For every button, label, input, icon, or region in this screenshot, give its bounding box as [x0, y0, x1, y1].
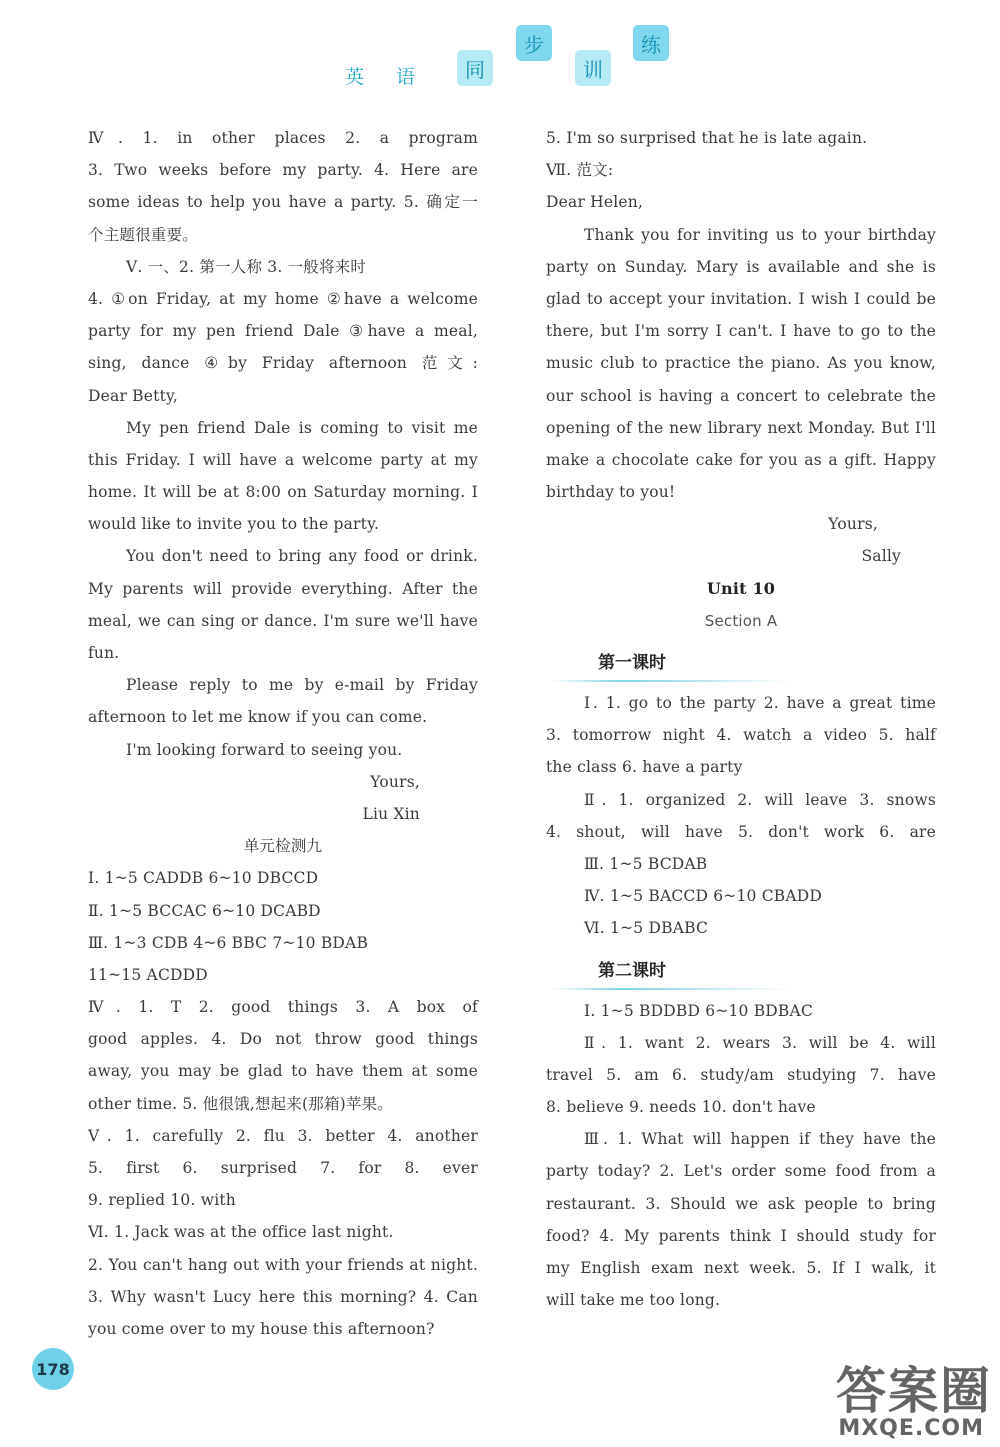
answer-line: Ⅲ. 1~5 BCDAB — [584, 854, 708, 873]
letter-line: home. It will be at 8:00 on Saturday morning. I — [88, 483, 478, 502]
letter-line: opening of the new library next Monday. But I'll — [546, 418, 936, 437]
answer-line: 3. Why wasn't Lucy here this morning? 4. Can — [88, 1287, 478, 1306]
answer-line: Ⅱ. 1~5 BCCAC 6~10 DCABD — [88, 901, 321, 920]
watermark-logo — [772, 1351, 992, 1441]
answer-line: Ⅳ. 1~5 BACCD 6~10 CBADD — [584, 887, 823, 906]
answer-line: food? 4. My parents think I should study for — [546, 1226, 936, 1245]
section-title: 单元检测九 — [243, 837, 323, 856]
answer-line: some ideas to help you have a party. 5. 确定一 — [88, 193, 478, 212]
answer-line: 4. ①on Friday, at my home ②have a welcome — [88, 289, 478, 308]
answer-line: my English exam next week. 5. If I walk, it — [546, 1259, 936, 1277]
letter-line: our school is having a concert to celebrate the — [546, 386, 936, 405]
answer-line: 3. tomorrow night 4. watch a video 5. half — [546, 726, 936, 745]
unit-title: Unit 10 — [706, 578, 776, 598]
answer-line: Ⅱ. 1. want 2. wears 3. will be 4. will — [584, 1033, 936, 1052]
title-tile-3: 训 — [575, 50, 611, 86]
answer-line: 5. first 6. surprised 7. for 8. ever — [88, 1159, 478, 1177]
letter-line: You don't need to bring any food or drink. — [126, 547, 478, 566]
answer-line: Ⅴ. 1. carefully 2. flu 3. better 4. another — [88, 1126, 478, 1145]
answer-line: restaurant. 3. Should we ask people to bring — [546, 1194, 936, 1213]
title-tile-2: 步 — [516, 25, 552, 61]
answer-line: 4. shout, will have 5. don't work 6. are — [546, 822, 936, 841]
letter-closing: Yours, — [370, 772, 420, 791]
answer-line: Ⅰ. 1~5 BDDBD 6~10 BDBAC — [584, 1001, 813, 1020]
letter-line: I'm looking forward to seeing you. — [126, 740, 403, 759]
answer-line: away, you may be glad to have them at some — [88, 1062, 478, 1081]
answer-line: party for my pen friend Dale ③have a meal, — [88, 322, 478, 341]
letter-line: would like to invite you to the party. — [88, 515, 380, 534]
letter-line: My parents will provide everything. After the — [88, 579, 478, 598]
answer-line: party today? 2. Let's order some food from a — [546, 1162, 936, 1181]
answer-line: travel 5. am 6. study/am studying 7. have — [546, 1065, 936, 1084]
answer-line: Ⅶ. 范文: — [546, 161, 614, 180]
title-tile-1: 同 — [457, 50, 493, 86]
answer-line: Ⅲ. 1~3 CDB 4~6 BBC 7~10 BDAB — [88, 933, 369, 952]
lesson-heading-1: 第一课时 — [546, 643, 936, 683]
answer-line: 3. Two weeks before my party. 4. Here are — [88, 161, 478, 180]
answer-line: sing, dance ④by Friday afternoon 范文: — [88, 354, 478, 373]
letter-line: this Friday. I will have a welcome party at my — [88, 450, 478, 469]
answer-line: Ⅵ. 1. Jack was at the office last night. — [88, 1223, 394, 1242]
letter-line: make a chocolate cake for you as a gift. Happy — [546, 450, 936, 469]
page-header — [0, 0, 1000, 110]
answer-line: 个主题很重要。 — [88, 225, 198, 244]
letter-line: Thank you for inviting us to your birthday — [584, 225, 936, 244]
answer-line: 5. I'm so surprised that he is late again. — [546, 129, 868, 147]
answer-line: Ⅴ. 一、2. 第一人称 3. 一般将来时 — [126, 257, 367, 276]
left-column — [88, 122, 478, 1345]
letter-line: birthday to you! — [546, 483, 676, 502]
answer-line: 9. replied 10. with — [88, 1191, 236, 1210]
answer-line: Ⅲ. 1. What will happen if they have the — [584, 1130, 936, 1149]
watermark-text: 答案圈 — [836, 1362, 992, 1420]
letter-greeting: Dear Betty, — [88, 386, 179, 405]
letter-line: there, but I'm sorry I can't. I have to go to the — [546, 322, 936, 341]
answer-line: Ⅰ. 1~5 CADDB 6~10 DBCCD — [88, 869, 319, 888]
letter-closing: Yours, — [828, 515, 878, 534]
answer-line: other time. 5. 他很饿,想起来(那箱)苹果。 — [88, 1094, 394, 1113]
watermark-url: MXQE.COM — [838, 1416, 984, 1441]
letter-line: My pen friend Dale is coming to visit me — [126, 418, 478, 437]
answer-line: Ⅳ. 1. in other places 2. a program — [88, 129, 478, 147]
subject-char-2: 语 — [396, 66, 416, 88]
letter-line: glad to accept your invitation. I wish I could be — [546, 289, 936, 308]
answer-line: will take me too long. — [546, 1291, 721, 1310]
title-tile-4: 练 — [633, 25, 669, 61]
answer-line: Ⅰ. 1. go to the party 2. have a great time — [584, 694, 936, 712]
answer-line: Ⅳ. 1. T 2. good things 3. A box of — [88, 998, 478, 1017]
answer-line: good apples. 4. Do not throw good things — [88, 1030, 478, 1049]
lesson-heading-2: 第二课时 — [546, 951, 936, 991]
answer-line: you come over to my house this afternoon? — [88, 1319, 435, 1338]
letter-line: Please reply to me by e-mail by Friday — [126, 676, 478, 695]
page-number: 178 — [32, 1348, 74, 1390]
letter-greeting: Dear Helen, — [546, 193, 644, 212]
section-title: Section A — [704, 611, 778, 630]
answer-line: Ⅵ. 1~5 DBABC — [584, 919, 709, 938]
letter-signature: Liu Xin — [362, 804, 420, 823]
letter-line: music club to practice the piano. As you know, — [546, 354, 936, 373]
letter-line: afternoon to let me know if you can come. — [88, 708, 428, 727]
letter-signature: Sally — [861, 547, 901, 566]
subject-char-1: 英 — [345, 66, 365, 88]
answer-line: Ⅱ. 1. organized 2. will leave 3. snows — [584, 790, 936, 809]
answer-line: the class 6. have a party — [546, 758, 743, 777]
answer-line: 8. believe 9. needs 10. don't have — [546, 1098, 816, 1117]
letter-line: meal, we can sing or dance. I'm sure we'll have — [88, 611, 478, 630]
answer-line: 11~15 ACDDD — [88, 965, 208, 984]
answer-line: 2. You can't hang out with your friends at night. — [88, 1255, 478, 1274]
letter-line: party on Sunday. Mary is available and she is — [546, 257, 936, 276]
letter-line: fun. — [88, 644, 120, 662]
right-column — [546, 122, 936, 1316]
